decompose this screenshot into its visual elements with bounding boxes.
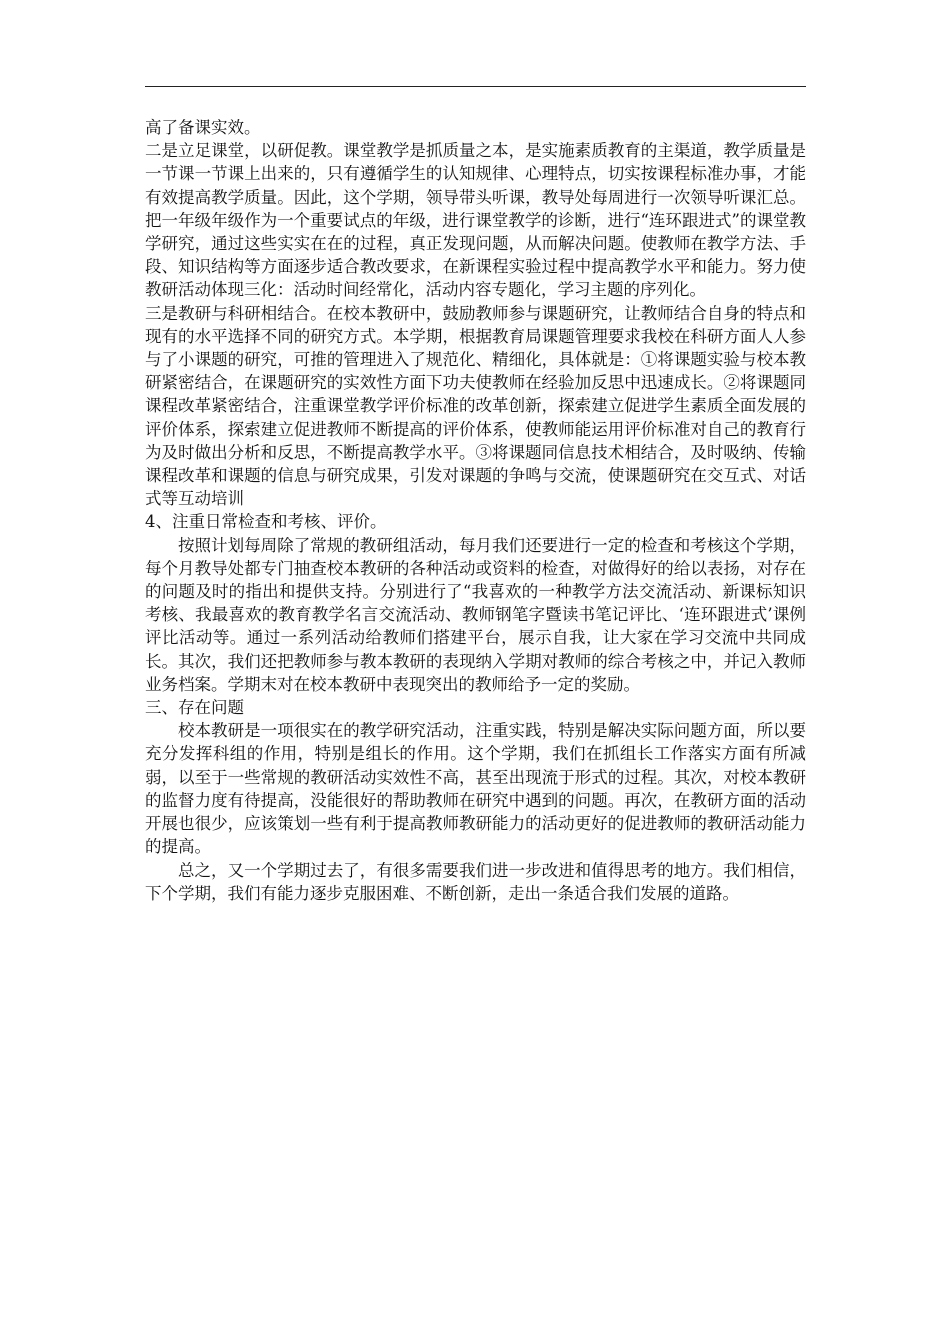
header-rule	[145, 86, 806, 87]
paragraph: 二是立足课堂，以研促教。课堂教学是抓质量之本，是实施素质教育的主渠道，教学质量是一节课一节课上出来的，只有遵循学生的认知规律、心理特点，切实按课程标准办事，才能有效提高教学质量。因此，这个学期，领导带头听课，教导处每周进行一次领导听课汇总。把一年级年级作为一个重要试点的年级，进行课堂教学的诊断，进行“连环跟进式”的课堂教学研究，通过这些实实在在的过程，真正发现问题，从而解决问题。使教师在教学方法、手段、知识结构等方面逐步适合教改要求，在新课程实验过程中提高教学水平和能力。努力使教研活动体现三化：活动时间经常化，活动内容专题化，学习主题的序列化。	[145, 141, 806, 300]
paragraph: 按照计划每周除了常规的教研组活动，每月我们还要进行一定的检查和考核这个学期，每个月教导处都专门抽查校本教研的各种活动或资料的检查，对做得好的给以表扬，对存在的问题及时的指出和提供支持。分别进行了“我喜欢的一种教学方法交流活动、新课标知识考核、我最喜欢的教育教学名言交流活动、教师钢笔字暨读书笔记评比、‘连环跟进式’课例评比活动等。通过一系列活动给教师们搭建平台，展示自我，让大家在学习交流中共同成长。其次，我们还把教师参与教本教研的表现纳入学期对教师的综合考核之中，并记入教师业务档案。学期末对在校本教研中表现突出的教师给予一定的奖励。	[145, 535, 806, 694]
paragraph: 总之，又一个学期过去了，有很多需要我们进一步改进和值得思考的地方。我们相信，下个学期，我们有能力逐步克服困难、不断创新，走出一条适合我们发展的道路。	[145, 860, 806, 903]
paragraph: 校本教研是一项很实在的教学研究活动，注重实践，特别是解决实际问题方面，所以要充分发挥科组的作用，特别是组长的作用。这个学期，我们在抓组长工作落实方面有所减弱，以至于一些常规的教研活动实效性不高，甚至出现流于形式的过程。其次，对校本教研的监督力度有待提高，没能很好的帮助教师在研究中遇到的问题。再次，在教研方面的活动开展也很少，应该策划一些有利于提高教师教研能力的活动更好的促进教师的教研活动能力的提高。	[145, 721, 806, 857]
paragraph: 三是教研与科研相结合。在校本教研中，鼓励教师参与课题研究，让教师结合自身的特点和现有的水平选择不同的研究方式。本学期，根据教育局课题管理要求我校在科研方面人人参与了小课题的研究，可推的管理进入了规范化、精细化，具体就是：①将课题实验与校本教研紧密结合，在课题研究的实效性方面下功夫使教师在经验加反思中迅速成长。②将课题同课程改革紧密结合，注重课堂教学评价标准的改革创新，探索建立促进学生素质全面发展的评价体系，探索建立促进教师不断提高的评价体系，使教师能运用评价标准对自己的教育行为及时做出分析和反思，不断提高教学水平。③将课题同信息技术相结合，及时吸纳、传输课程改革和课题的信息与研究成果，引发对课题的争鸣与交流，使课题研究在交互式、对话式等互动培训	[145, 303, 806, 509]
document-body	[145, 116, 806, 905]
section-heading: 4、注重日常检查和考核、评价。	[145, 512, 387, 532]
paragraph: 高了备课实效。	[145, 118, 261, 137]
section-heading: 三、存在问题	[145, 698, 244, 718]
